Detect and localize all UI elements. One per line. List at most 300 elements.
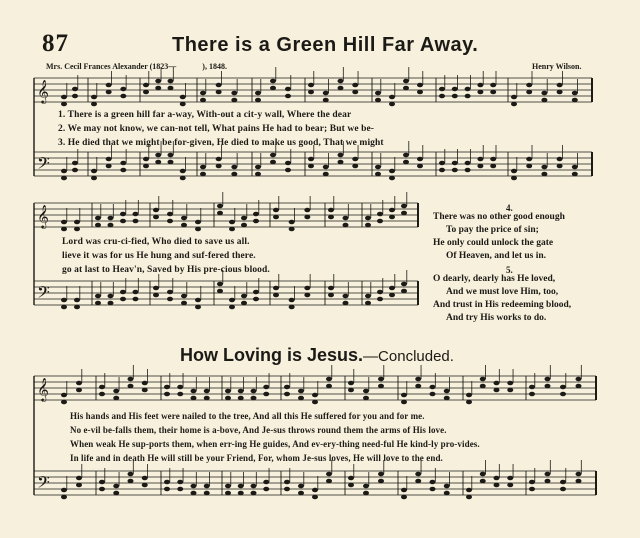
treble-clef-icon: 𝄞: [37, 204, 49, 228]
note-head: [273, 208, 279, 213]
note-head: [378, 472, 384, 477]
note-head: [106, 90, 112, 95]
note-head: [326, 472, 332, 477]
note-head: [91, 176, 97, 181]
note-head: [120, 297, 126, 302]
note-head: [61, 495, 67, 500]
note-head: [273, 286, 279, 291]
note-head: [120, 161, 126, 166]
note-head: [477, 157, 483, 162]
note-head: [417, 157, 423, 162]
note-head: [91, 169, 97, 174]
note-head: [403, 153, 409, 158]
note-head: [113, 389, 119, 394]
note-head: [204, 484, 210, 489]
note-head: [155, 86, 161, 91]
note-head: [452, 161, 458, 166]
note-head: [308, 90, 314, 95]
note-head: [466, 400, 472, 405]
note-head: [308, 157, 314, 162]
note-head: [133, 297, 139, 302]
note-head: [507, 476, 513, 481]
note-head: [263, 385, 269, 390]
verse-4-line: Of Heaven, and let us in.: [446, 251, 547, 261]
note-head: [216, 157, 222, 162]
note-head: [494, 476, 500, 481]
note-head: [74, 305, 80, 310]
note-head: [181, 294, 187, 299]
note-head: [507, 381, 513, 386]
note-head: [133, 290, 139, 295]
note-head: [365, 216, 371, 221]
note-head: [289, 298, 295, 303]
note-head: [200, 172, 206, 177]
note-head: [289, 220, 295, 225]
note-head: [444, 484, 450, 489]
note-head: [480, 479, 486, 484]
note-head: [181, 301, 187, 306]
note-head: [298, 396, 304, 401]
note-head: [430, 392, 436, 397]
verse-5-line: O dearly, dearly has He loved,: [433, 274, 556, 284]
note-head: [328, 293, 334, 298]
note-head: [229, 220, 235, 225]
note-head: [466, 393, 472, 398]
note-head: [490, 164, 496, 169]
note-head: [507, 388, 513, 393]
note-head: [181, 223, 187, 228]
note-head: [430, 487, 436, 492]
note-head: [204, 491, 210, 496]
note-head: [545, 472, 551, 477]
note-head: [284, 487, 290, 492]
note-head: [375, 91, 381, 96]
note-head: [348, 381, 354, 386]
note-head: [61, 488, 67, 493]
note-head: [217, 289, 223, 294]
note-head: [251, 389, 257, 394]
note-head: [312, 488, 318, 493]
note-head: [99, 480, 105, 485]
note-head: [263, 392, 269, 397]
hymn2-line-3: When weak He sup-ports them, when err-ing He guides, And ev-ery-thing need-ful He kind-ly pro-vides.: [70, 439, 480, 449]
treble-clef-icon: 𝄞: [37, 79, 49, 103]
note-head: [477, 164, 483, 169]
note-head: [99, 392, 105, 397]
note-head: [363, 389, 369, 394]
note-head: [167, 290, 173, 295]
note-head: [120, 94, 126, 99]
note-head: [72, 168, 78, 173]
note-head: [229, 305, 235, 310]
note-head: [494, 483, 500, 488]
note-head: [164, 385, 170, 390]
note-head: [389, 95, 395, 100]
note-head: [180, 95, 186, 100]
note-head: [338, 86, 344, 91]
hymn2-subtitle: —Concluded.: [363, 348, 454, 365]
note-head: [216, 83, 222, 88]
note-head: [375, 98, 381, 103]
note-head: [241, 294, 247, 299]
note-head: [284, 385, 290, 390]
note-head: [576, 472, 582, 477]
note-head: [216, 164, 222, 169]
note-head: [229, 227, 235, 232]
note-head: [153, 208, 159, 213]
note-head: [74, 220, 80, 225]
note-head: [490, 83, 496, 88]
note-head: [572, 91, 578, 96]
note-head: [91, 95, 97, 100]
note-head: [541, 165, 547, 170]
note-head: [120, 87, 126, 92]
note-head: [348, 476, 354, 481]
note-head: [312, 393, 318, 398]
note-head: [177, 487, 183, 492]
note-head: [113, 491, 119, 496]
note-head: [465, 168, 471, 173]
note-head: [417, 90, 423, 95]
note-head: [466, 488, 472, 493]
note-head: [494, 381, 500, 386]
author-credit: [46, 62, 227, 71]
note-head: [466, 495, 472, 500]
note-head: [225, 396, 231, 401]
note-head: [168, 86, 174, 91]
note-head: [465, 94, 471, 99]
note-head: [401, 282, 407, 287]
note-head: [352, 83, 358, 88]
note-head: [541, 91, 547, 96]
note-head: [238, 396, 244, 401]
note-head: [343, 294, 349, 299]
note-head: [452, 87, 458, 92]
note-head: [72, 94, 78, 99]
note-head: [526, 83, 532, 88]
note-head: [389, 208, 395, 213]
note-head: [61, 400, 67, 405]
note-head: [378, 384, 384, 389]
note-head: [375, 165, 381, 170]
note-head: [298, 484, 304, 489]
note-head: [128, 479, 134, 484]
note-head: [480, 384, 486, 389]
note-head: [323, 98, 329, 103]
note-head: [541, 98, 547, 103]
note-head: [389, 215, 395, 220]
note-head: [270, 160, 276, 165]
hymn-number: 87: [42, 30, 69, 57]
note-head: [541, 172, 547, 177]
note-head: [231, 165, 237, 170]
note-head: [217, 282, 223, 287]
note-head: [180, 169, 186, 174]
note-head: [560, 480, 566, 485]
note-head: [108, 294, 114, 299]
note-head: [61, 176, 67, 181]
note-head: [200, 98, 206, 103]
note-head: [113, 484, 119, 489]
note-head: [61, 95, 67, 100]
note-head: [298, 491, 304, 496]
note-head: [263, 480, 269, 485]
bass-clef-icon: 𝄢: [37, 472, 50, 496]
note-head: [253, 212, 259, 217]
note-head: [200, 91, 206, 96]
note-head: [526, 164, 532, 169]
note-head: [494, 388, 500, 393]
note-head: [389, 102, 395, 107]
hymn2-title-text: How Loving is Jesus.: [180, 345, 364, 365]
note-head: [557, 83, 563, 88]
note-head: [270, 153, 276, 158]
note-head: [526, 90, 532, 95]
verse-line-2: 2. We may not know, we can-not tell, What pains He had to bear; But we be-: [58, 124, 375, 134]
note-head: [365, 301, 371, 306]
note-head: [142, 476, 148, 481]
note-head: [529, 480, 535, 485]
note-head: [401, 289, 407, 294]
note-head: [167, 212, 173, 217]
note-head: [304, 215, 310, 220]
note-head: [285, 94, 291, 99]
note-head: [216, 90, 222, 95]
note-head: [480, 377, 486, 382]
note-head: [304, 208, 310, 213]
note-head: [95, 216, 101, 221]
note-head: [403, 79, 409, 84]
note-head: [363, 484, 369, 489]
note-head: [253, 290, 259, 295]
note-head: [352, 164, 358, 169]
note-head: [560, 487, 566, 492]
note-head: [401, 400, 407, 405]
note-head: [155, 153, 161, 158]
note-head: [143, 83, 149, 88]
note-head: [480, 472, 486, 477]
note-head: [61, 169, 67, 174]
note-head: [195, 298, 201, 303]
note-head: [326, 479, 332, 484]
note-head: [557, 157, 563, 162]
note-head: [529, 385, 535, 390]
note-head: [128, 472, 134, 477]
note-head: [401, 488, 407, 493]
note-head: [304, 293, 310, 298]
note-head: [284, 480, 290, 485]
note-head: [328, 215, 334, 220]
note-head: [363, 396, 369, 401]
note-head: [120, 212, 126, 217]
note-head: [403, 86, 409, 91]
note-head: [348, 483, 354, 488]
note-head: [231, 91, 237, 96]
note-head: [253, 219, 259, 224]
note-head: [76, 483, 82, 488]
verse-5-line: And trust in His redeeming blood,: [433, 300, 572, 310]
note-head: [255, 172, 261, 177]
note-head: [133, 212, 139, 217]
note-head: [545, 377, 551, 382]
note-head: [557, 90, 563, 95]
note-head: [164, 392, 170, 397]
note-head: [507, 483, 513, 488]
note-head: [238, 491, 244, 496]
note-head: [61, 298, 67, 303]
hymn-title: There is a Green Hill Far Away.: [172, 34, 479, 56]
note-head: [439, 161, 445, 166]
note-head: [430, 385, 436, 390]
verse-line-3: 3. He died that we might be for-given, He died to make us good, That we might: [58, 138, 384, 148]
note-head: [177, 480, 183, 485]
note-head: [74, 227, 80, 232]
note-head: [312, 495, 318, 500]
note-head: [168, 79, 174, 84]
note-head: [529, 487, 535, 492]
note-head: [365, 294, 371, 299]
note-head: [106, 157, 112, 162]
note-head: [204, 389, 210, 394]
note-head: [343, 223, 349, 228]
note-head: [238, 389, 244, 394]
note-head: [61, 393, 67, 398]
note-head: [401, 204, 407, 209]
note-head: [289, 227, 295, 232]
verse-line-1: 1. There is a green hill far a-way, With-out a cit-y wall, Where the dear: [58, 110, 352, 120]
note-head: [511, 176, 517, 181]
note-head: [439, 168, 445, 173]
note-head: [195, 305, 201, 310]
note-head: [377, 219, 383, 224]
note-head: [225, 389, 231, 394]
verse-5-line: And we must love Him, too,: [446, 287, 559, 297]
note-head: [348, 388, 354, 393]
note-head: [430, 480, 436, 485]
note-head: [285, 168, 291, 173]
note-head: [415, 472, 421, 477]
note-head: [389, 176, 395, 181]
verse-5-number: 5.: [506, 265, 513, 275]
note-head: [191, 389, 197, 394]
note-head: [72, 87, 78, 92]
verse-4-line: There was no other good enough: [433, 212, 565, 222]
note-head: [576, 479, 582, 484]
treble-clef-icon: 𝄞: [37, 377, 49, 401]
note-head: [477, 90, 483, 95]
note-head: [338, 153, 344, 158]
note-head: [251, 491, 257, 496]
note-head: [545, 479, 551, 484]
note-head: [270, 79, 276, 84]
note-head: [217, 211, 223, 216]
note-head: [155, 160, 161, 165]
verse-line-2-cont: lieve it was for us He hung and suf-fered there.: [62, 251, 256, 261]
note-head: [99, 487, 105, 492]
note-head: [285, 161, 291, 166]
note-head: [241, 216, 247, 221]
hymn2-title: [180, 345, 454, 366]
hymn2-line-1: His hands and His feet were nailed to the tree, And all this He suffered for you and for me.: [70, 411, 425, 421]
note-head: [167, 219, 173, 224]
note-head: [142, 483, 148, 488]
note-head: [352, 157, 358, 162]
note-head: [415, 384, 421, 389]
note-head: [417, 83, 423, 88]
bass-clef-icon: 𝄢: [37, 282, 50, 306]
note-head: [217, 204, 223, 209]
note-head: [401, 393, 407, 398]
note-head: [238, 484, 244, 489]
note-head: [289, 305, 295, 310]
note-head: [251, 396, 257, 401]
note-head: [95, 223, 101, 228]
note-head: [490, 157, 496, 162]
note-head: [415, 377, 421, 382]
note-head: [142, 381, 148, 386]
note-head: [195, 220, 201, 225]
note-head: [285, 87, 291, 92]
note-head: [323, 91, 329, 96]
note-head: [255, 91, 261, 96]
verse-line-3-cont: go at last to Heav'n, Saved by His pre-cious blood.: [62, 265, 270, 275]
note-head: [273, 293, 279, 298]
note-head: [343, 301, 349, 306]
note-head: [133, 219, 139, 224]
verse-line-1-cont: Lord was cru-ci-fied, Who died to save us all.: [62, 237, 250, 247]
note-head: [95, 301, 101, 306]
note-head: [241, 223, 247, 228]
verse-4-number: 4.: [506, 203, 513, 213]
note-head: [439, 87, 445, 92]
note-head: [417, 164, 423, 169]
note-head: [560, 392, 566, 397]
note-head: [323, 165, 329, 170]
verse-4-line: He only could unlock the gate: [433, 238, 554, 248]
note-head: [401, 211, 407, 216]
note-head: [308, 83, 314, 88]
note-head: [377, 290, 383, 295]
note-head: [61, 220, 67, 225]
note-head: [76, 381, 82, 386]
note-head: [263, 487, 269, 492]
note-head: [113, 396, 119, 401]
note-head: [328, 208, 334, 213]
note-head: [338, 79, 344, 84]
note-head: [375, 172, 381, 177]
note-head: [389, 169, 395, 174]
note-head: [576, 377, 582, 382]
note-head: [511, 102, 517, 107]
note-head: [273, 215, 279, 220]
note-head: [439, 94, 445, 99]
note-head: [76, 388, 82, 393]
note-head: [401, 495, 407, 500]
note-head: [444, 389, 450, 394]
note-head: [180, 176, 186, 181]
note-head: [253, 297, 259, 302]
hymn2-line-4: In life and in death He will still be your Friend, For, whom Je-sus loves, He will love to the end.: [70, 453, 443, 463]
note-head: [204, 396, 210, 401]
note-head: [251, 484, 257, 489]
note-head: [153, 293, 159, 298]
note-head: [106, 83, 112, 88]
verse-4-line: To pay the price of sin;: [446, 225, 539, 235]
note-head: [452, 94, 458, 99]
note-head: [326, 384, 332, 389]
note-head: [153, 215, 159, 220]
note-head: [108, 223, 114, 228]
